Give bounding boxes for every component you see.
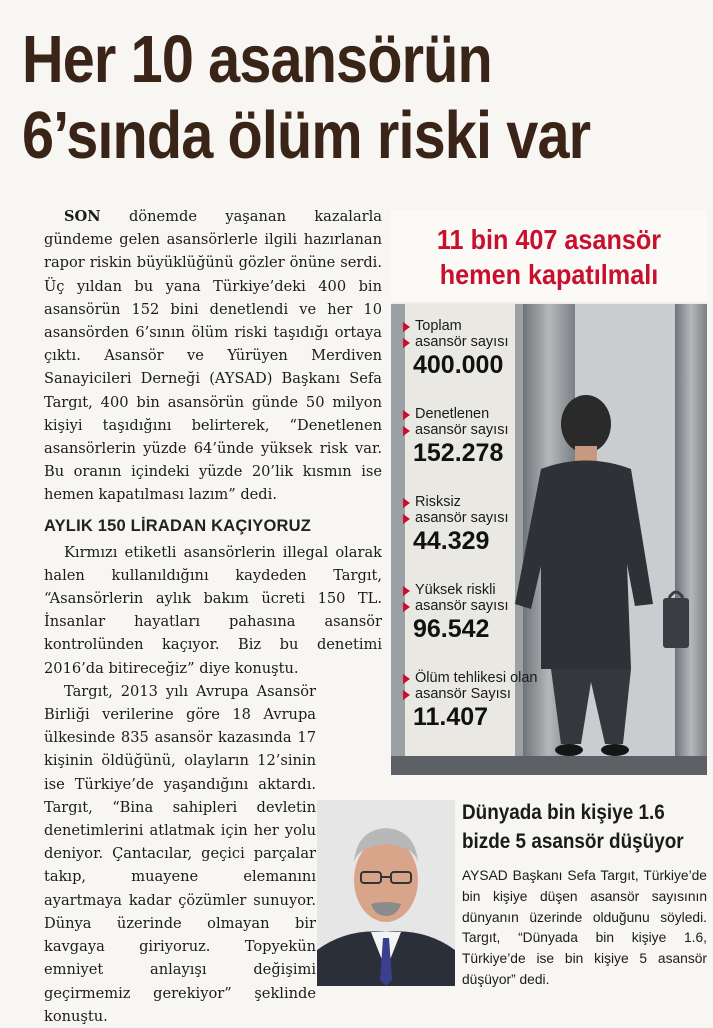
sidebar-title-line-2: bizde 5 asansör düşüyor (462, 830, 684, 853)
stat-inspected-label-1: Denetlenen (401, 406, 561, 422)
headline (22, 22, 607, 174)
headline-line-1: Her 10 asansörün (22, 22, 492, 97)
stat-total-label-2: asansör sayısı (401, 334, 561, 350)
stat-riskfree-label-1: Risksiz (401, 494, 561, 510)
infographic-title (391, 210, 707, 302)
stat-total-label-1: Toplam (401, 318, 561, 334)
headline-line-2: 6’sında ölüm riski var (22, 98, 591, 173)
stat-deadly (401, 670, 601, 732)
stat-highrisk-value: 96.542 (413, 615, 490, 643)
stat-total-value: 400.000 (413, 351, 504, 379)
stat-deadly-label-1: Ölüm tehlikesi olan (401, 670, 601, 686)
sidebar-text: AYSAD Başkanı Sefa Targıt, Türkiye’de bin kişiye düşen asansör sayısının dünyanın üzerinde olduğunu söyledi. Targıt, “Dünyada bin kişiye 1.6, Türkiye’de ise bin kişiye 5 asansör düşüyor” dedi. (462, 868, 707, 987)
portrait-illustration (317, 800, 455, 986)
infographic (391, 210, 707, 775)
stat-highrisk-label-1: Yüksek riskli (401, 582, 561, 598)
stat-riskfree-value: 44.329 (413, 527, 490, 555)
infographic-title-line-2: hemen kapatılmalı (439, 259, 659, 290)
paragraph-1-text: dönemde yaşanan kazalarla gündeme gelen asansörlerle ilgili hazırlanan rapor riskin büyüklüğünü gözler önüne serdi. Üç yıldan bu yana Türkiye’deki 400 bin asansörün 152 bini denetlendi ve her 10 asansörden 6’sının ölüm riski taşıdığı ortaya çıktı. Asansör ve Yürüyen Merdiven Sanayicileri Derneği (AYSAD) Başkanı Sefa Targıt, 400 bin asansörün günde 50 milyon kişiyi taşıdığını belirterek, “Denetlenen asansörlerin yüzde 64’ünde yüksek risk var. Bu oranın içindeki yüzde 20’lik kısmın ise hemen kapatılması lazım” dedi. (44, 208, 382, 504)
lead-word: SON (64, 208, 101, 225)
stat-deadly-label-2: asansör Sayısı (401, 686, 601, 702)
article-paragraph-3: Targıt, 2013 yılı Avrupa Asansör Birliği verilerine göre 18 Avrupa ülkesinde 835 asansör kazasında 17 kişinin öldüğünü, olayların 12’sinin ise Türkiye’de yaşandığını aktardı. Targıt, “Bina sahipleri devletin denetimlerini atlatmak için her yolu deniyor. Çantacılar, geçici parçalar takıp, muayene elemanını ayartmaya kadar çözümler sunuyor. Dünya üzerinde olmayan bir kavgaya giriyoruz. Topyekün emniyet anlayışı değişimi geçirmemiz gerekiyor” şeklinde konuştu. (44, 682, 316, 1025)
sidebar-title-line-1: Dünyada bin kişiye 1.6 (462, 801, 665, 824)
article-subhead: AYLIK 150 LİRADAN KAÇIYORUZ (44, 516, 311, 535)
portrait-photo (317, 800, 455, 986)
article-paragraph-2: Kırmızı etiketli asansörlerin illegal olarak halen kullanıldığını kaydeden Targıt, “Asansörlerin aylık bakım ücreti 150 TL. İnsanlar hayatları pahasına asansör kontrolünden kaçıyor. Biz bu denetimi 2016’da bitireceğiz” diye konuştu. (44, 543, 382, 677)
stat-inspected-label-2: asansör sayısı (401, 422, 561, 438)
infographic-title-line-1: 11 bin 407 asansör (436, 224, 662, 255)
article-paragraph-1 (44, 205, 382, 507)
stat-inspected (401, 406, 561, 468)
stat-highrisk-label-2: asansör sayısı (401, 598, 561, 614)
stat-inspected-value: 152.278 (413, 439, 504, 467)
stat-highrisk (401, 582, 561, 644)
sidebar-title (462, 798, 683, 856)
stat-total (401, 318, 561, 380)
stat-deadly-value: 11.407 (413, 703, 489, 731)
stat-riskfree-label-2: asansör sayısı (401, 510, 561, 526)
stat-riskfree (401, 494, 561, 556)
